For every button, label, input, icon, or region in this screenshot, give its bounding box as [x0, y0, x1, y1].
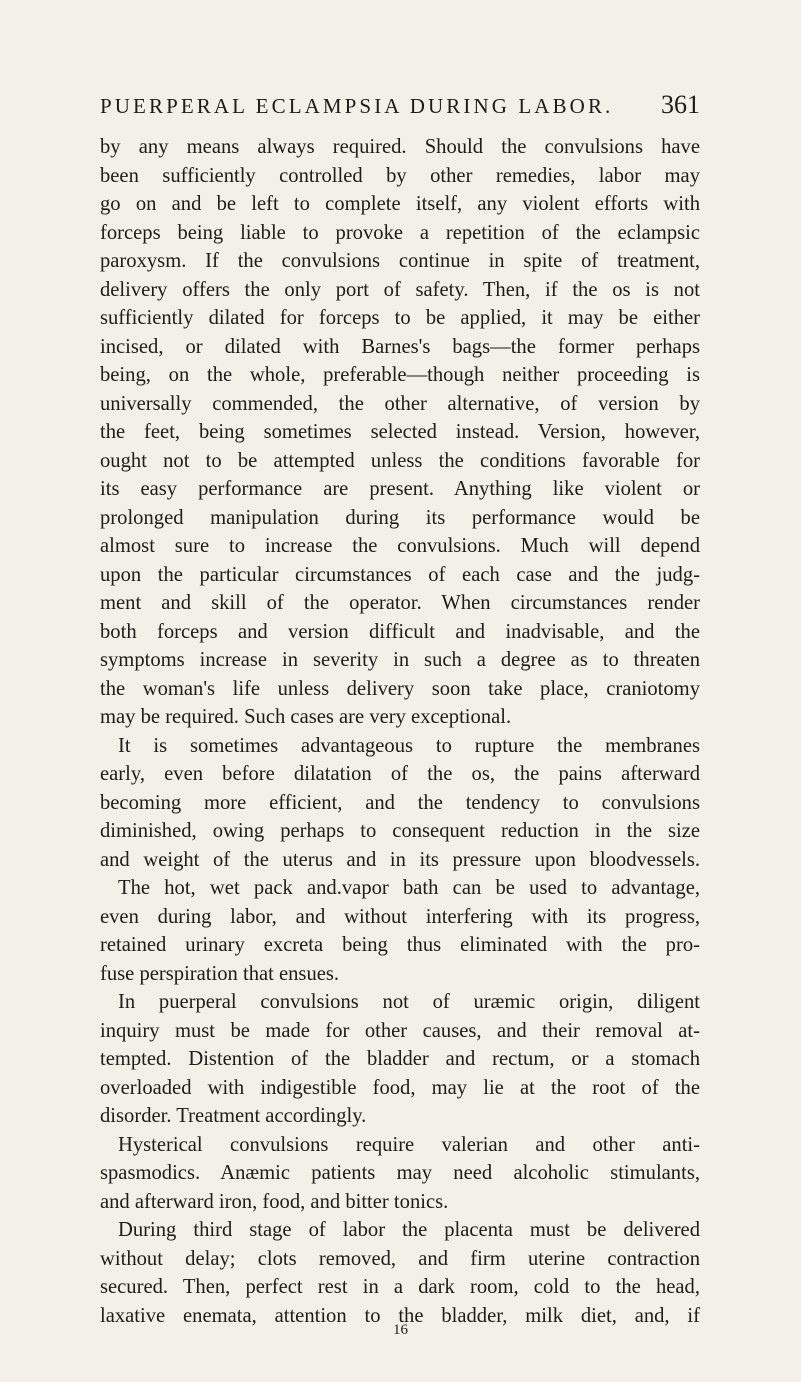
- text-line: becoming more efficient, and the tendency to convulsions: [100, 791, 700, 814]
- text-line: prolonged manipulation during its performance would be: [100, 506, 700, 529]
- text-line: upon the particular circumstances of each case and the judg-: [100, 563, 700, 586]
- text-line: tempted. Distention of the bladder and rectum, or a stomach: [100, 1048, 700, 1070]
- text-line: universally commended, the other alternative, of version by: [100, 392, 700, 415]
- text-line: delivery offers the only port of safety. Then, if the os is not: [100, 278, 700, 301]
- text-line: even during labor, and without interfering with its progress,: [100, 905, 700, 928]
- text-line: The hot, wet pack and.vapor bath can be used to advantage,: [118, 877, 700, 899]
- text-line: by any means always required. Should the convulsions have: [100, 136, 700, 158]
- text-line: its easy performance are present. Anything like violent or: [100, 478, 700, 500]
- text-line: go on and be left to complete itself, any violent efforts with: [100, 193, 700, 215]
- text-line: paroxysm. If the convulsions continue in spite of treatment,: [100, 250, 700, 272]
- text-line: laxative enemata, attention to the bladder, milk diet, and, if: [100, 1304, 700, 1327]
- text-line: ought not to be attempted unless the conditions favorable for: [100, 449, 700, 472]
- running-head: PUERPERAL ECLAMPSIA DURING LABOR.: [100, 94, 614, 118]
- body-text: [100, 133, 700, 1330]
- text-line: fuse perspiration that ensues.: [100, 962, 340, 985]
- text-line: and afterward iron, food, and bitter tonics.: [100, 1190, 449, 1213]
- signature-mark: 16: [393, 1322, 408, 1338]
- text-line: been sufficiently controlled by other remedies, labor may: [100, 164, 700, 187]
- text-line: It is sometimes advantageous to rupture the membranes: [118, 734, 700, 757]
- text-line: During third stage of labor the placenta must be delivered: [118, 1219, 700, 1241]
- text-line: incised, or dilated with Barnes's bags—the former perhaps: [100, 335, 700, 358]
- text-line: the feet, being sometimes selected instead. Version, however,: [100, 421, 700, 443]
- text-line: disorder. Treatment accordingly.: [100, 1105, 367, 1127]
- text-line: In puerperal convulsions not of uræmic origin, diligent: [118, 991, 700, 1013]
- text-line: early, even before dilatation of the os, the pains afterward: [100, 763, 700, 785]
- text-line: Hysterical convulsions require valerian and other anti-: [118, 1133, 700, 1156]
- text-line: ment and skill of the operator. When circumstances render: [100, 592, 700, 614]
- text-line: spasmodics. Anæmic patients may need alcoholic stimulants,: [100, 1162, 700, 1184]
- text-line: may be required. Such cases are very exceptional.: [100, 706, 512, 728]
- text-line: without delay; clots removed, and firm uterine contraction: [100, 1247, 700, 1270]
- text-line: both forceps and version difficult and inadvisable, and the: [100, 620, 700, 643]
- text-line: forceps being liable to provoke a repetition of the eclampsic: [100, 221, 700, 244]
- page-header: [100, 90, 700, 120]
- text-line: almost sure to increase the convulsions. Much will depend: [100, 535, 700, 557]
- text-line: secured. Then, perfect rest in a dark room, cold to the head,: [100, 1276, 700, 1298]
- text-line: sufficiently dilated for forceps to be applied, it may be either: [100, 307, 700, 329]
- text-line: diminished, owing perhaps to consequent reduction in the size: [100, 820, 700, 842]
- text-line: the woman's life unless delivery soon take place, craniotomy: [100, 677, 700, 700]
- page-number: 361: [661, 90, 700, 119]
- text-line: symptoms increase in severity in such a degree as to threaten: [100, 649, 700, 671]
- text-line: overloaded with indigestible food, may lie at the root of the: [100, 1076, 700, 1099]
- text-line: and weight of the uterus and in its pressure upon bloodvessels.: [100, 848, 700, 871]
- text-line: being, on the whole, preferable—though neither proceeding is: [100, 364, 700, 386]
- text-line: inquiry must be made for other causes, and their removal at-: [100, 1019, 700, 1042]
- text-line: retained urinary excreta being thus eliminated with the pro-: [100, 934, 700, 956]
